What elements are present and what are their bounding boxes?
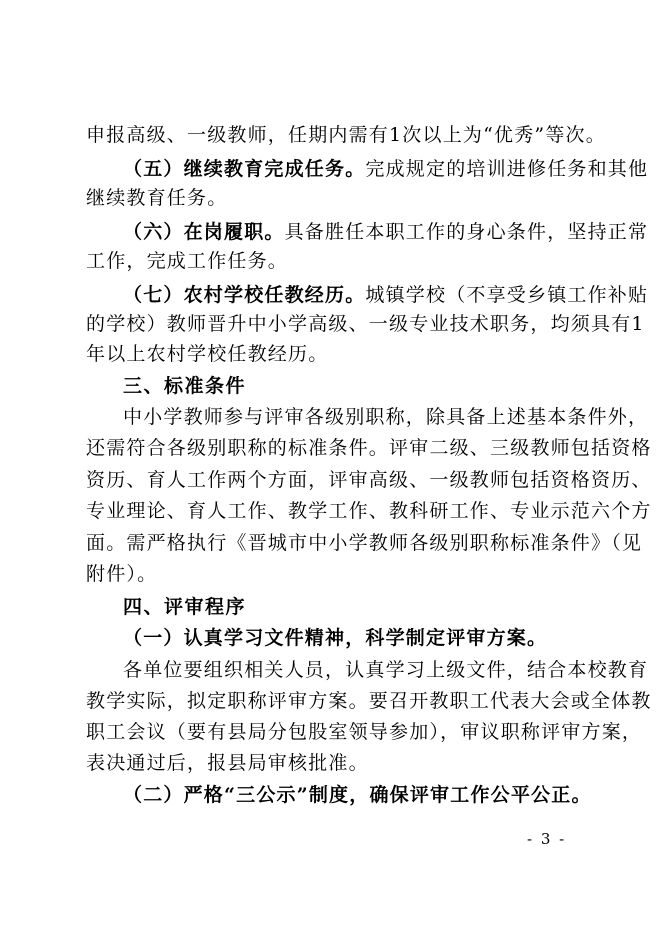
paragraph-line: 资历、育人工作两个方面，评审高级、一级教师包括资格资历、 bbox=[86, 469, 652, 491]
paragraph-line: 表决通过后，报县局审核批准。 bbox=[86, 752, 369, 774]
item-heading: （六）在岗履职。 bbox=[123, 221, 285, 243]
item-heading: （五）继续教育完成任务。 bbox=[123, 158, 366, 180]
paragraph-line bbox=[123, 283, 649, 307]
paragraph-line: 还需符合各级别职称的标准条件。评审二级、三级教师包括资格 bbox=[86, 437, 652, 459]
paragraph-line: 工作，完成工作任务。 bbox=[86, 250, 289, 272]
paragraph-line bbox=[123, 220, 649, 244]
item-text: 完成规定的培训进修任务和其他 bbox=[365, 158, 649, 180]
paragraph-line: 教学实际，拟定职称评审方案。要召开教职工代表大会或全体教 bbox=[86, 690, 652, 712]
paragraph-line: 申报高级、一级教师，任期内需有1次以上为“优秀”等次。 bbox=[86, 124, 606, 146]
paragraph-line: 面。需严格执行《晋城市中小学教师各级别职称标准条件》（见 bbox=[86, 532, 643, 554]
page-number: - 3 - bbox=[527, 830, 567, 848]
paragraph-line: 附件）。 bbox=[86, 563, 158, 585]
sub-heading: （二）严格“三公示”制度，确保评审工作公平公正。 bbox=[123, 784, 592, 806]
paragraph-line: 的学校）教师晋升中小学高级、一级专业技术职务，均须具有1 bbox=[86, 313, 645, 335]
section-heading: 三、标准条件 bbox=[123, 375, 247, 397]
item-text: 城镇学校（不享受乡镇工作补贴 bbox=[365, 284, 649, 306]
item-text: 具备胜任本职工作的身心条件，坚持正常 bbox=[284, 221, 649, 243]
paragraph-line: 职工会议（要有县局分包股室领导参加），审议职称评审方案， bbox=[86, 721, 643, 743]
section-heading: 四、评审程序 bbox=[123, 596, 247, 618]
paragraph-line: 年以上农村学校任教经历。 bbox=[86, 343, 329, 365]
sub-heading: （一）认真学习文件精神，科学制定评审方案。 bbox=[123, 627, 548, 649]
paragraph-line: 继续教育任务。 bbox=[86, 187, 228, 209]
paragraph-line: 中小学教师参与评审各级别职称，除具备上述基本条件外， bbox=[123, 406, 649, 428]
paragraph-line: 专业理论、育人工作、教学工作、教科研工作、专业示范六个方 bbox=[86, 500, 652, 522]
paragraph-line bbox=[123, 157, 649, 181]
paragraph-line: 各单位要组织相关人员，认真学习上级文件，结合本校教育 bbox=[123, 659, 649, 681]
item-heading: （七）农村学校任教经历。 bbox=[123, 284, 366, 306]
